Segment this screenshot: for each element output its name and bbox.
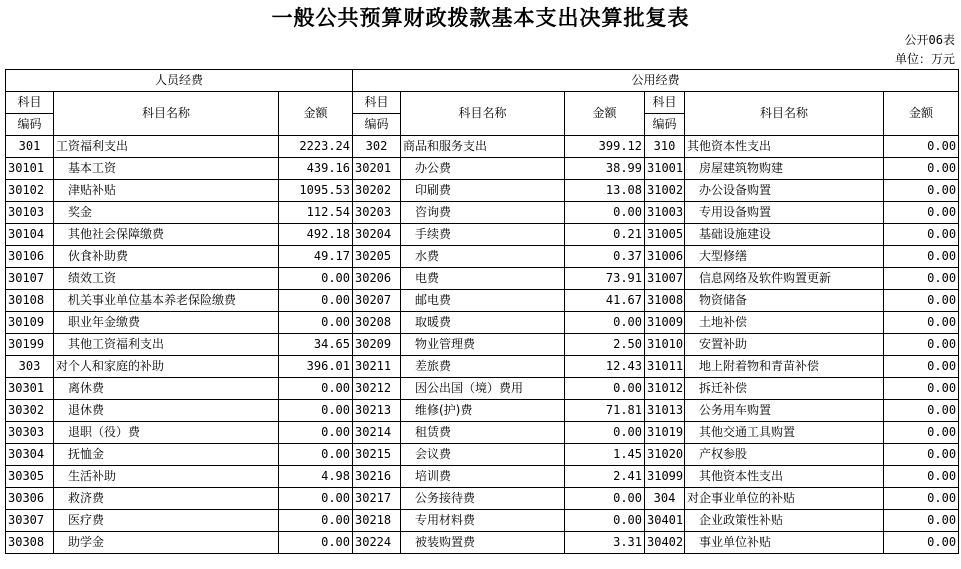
subject-name-cell: 助学金 bbox=[54, 532, 279, 554]
subject-code-cell: 30209 bbox=[353, 334, 401, 356]
amount-cell: 0.00 bbox=[565, 202, 645, 224]
amount-cell: 399.12 bbox=[565, 136, 645, 158]
subject-code-cell: 30205 bbox=[353, 246, 401, 268]
subject-code-cell: 30211 bbox=[353, 356, 401, 378]
subject-name-cell: 物资储备 bbox=[685, 290, 884, 312]
subject-code-cell: 303 bbox=[6, 356, 54, 378]
table-row bbox=[6, 202, 959, 224]
subject-name-cell: 机关事业单位基本养老保险缴费 bbox=[54, 290, 279, 312]
table-row bbox=[6, 246, 959, 268]
subject-name-cell: 手续费 bbox=[401, 224, 565, 246]
subject-name-cell: 大型修缮 bbox=[685, 246, 884, 268]
subject-name-cell: 办公费 bbox=[401, 158, 565, 180]
subject-code-cell: 310 bbox=[645, 136, 685, 158]
amount-cell: 0.37 bbox=[565, 246, 645, 268]
subject-name-cell: 生活补助 bbox=[54, 466, 279, 488]
amount-cell: 0.00 bbox=[279, 422, 353, 444]
amount-cell: 439.16 bbox=[279, 158, 353, 180]
subject-name-cell: 差旅费 bbox=[401, 356, 565, 378]
subject-name-cell: 被装购置费 bbox=[401, 532, 565, 554]
subject-name-cell: 退职（役）费 bbox=[54, 422, 279, 444]
code-header-bottom: 编码 bbox=[645, 114, 685, 136]
amount-cell: 492.18 bbox=[279, 224, 353, 246]
subject-code-cell: 30199 bbox=[6, 334, 54, 356]
subject-code-cell: 31003 bbox=[645, 202, 685, 224]
subject-name-cell: 电费 bbox=[401, 268, 565, 290]
amount-cell: 0.00 bbox=[884, 224, 959, 246]
subject-name-cell: 公务用车购置 bbox=[685, 400, 884, 422]
table-row bbox=[6, 400, 959, 422]
table-row bbox=[6, 466, 959, 488]
subject-code-cell: 31005 bbox=[645, 224, 685, 246]
subject-code-cell: 31020 bbox=[645, 444, 685, 466]
amount-cell: 0.00 bbox=[279, 312, 353, 334]
table-row bbox=[6, 488, 959, 510]
subject-code-cell: 31007 bbox=[645, 268, 685, 290]
subject-code-cell: 30103 bbox=[6, 202, 54, 224]
subject-name-cell: 抚恤金 bbox=[54, 444, 279, 466]
table-row bbox=[6, 334, 959, 356]
subject-code-cell: 30224 bbox=[353, 532, 401, 554]
amount-cell: 0.00 bbox=[279, 290, 353, 312]
subject-name-cell: 咨询费 bbox=[401, 202, 565, 224]
table-row bbox=[6, 136, 959, 158]
subject-code-cell: 30215 bbox=[353, 444, 401, 466]
subject-code-cell: 30217 bbox=[353, 488, 401, 510]
subject-name-cell: 会议费 bbox=[401, 444, 565, 466]
subject-code-cell: 30102 bbox=[6, 180, 54, 202]
amount-cell: 41.67 bbox=[565, 290, 645, 312]
amount-header: 金额 bbox=[279, 92, 353, 136]
name-header: 科目名称 bbox=[54, 92, 279, 136]
subject-name-cell: 取暖费 bbox=[401, 312, 565, 334]
amount-cell: 12.43 bbox=[565, 356, 645, 378]
subject-code-cell: 31012 bbox=[645, 378, 685, 400]
amount-cell: 3.31 bbox=[565, 532, 645, 554]
amount-cell: 0.00 bbox=[884, 378, 959, 400]
column-header-row bbox=[6, 92, 959, 114]
amount-cell: 0.00 bbox=[279, 400, 353, 422]
subject-name-cell: 信息网络及软件购置更新 bbox=[685, 268, 884, 290]
subject-name-cell: 奖金 bbox=[54, 202, 279, 224]
amount-cell: 0.21 bbox=[565, 224, 645, 246]
amount-cell: 34.65 bbox=[279, 334, 353, 356]
subject-code-cell: 30301 bbox=[6, 378, 54, 400]
table-row bbox=[6, 510, 959, 532]
amount-cell: 0.00 bbox=[565, 378, 645, 400]
subject-code-cell: 30203 bbox=[353, 202, 401, 224]
subject-code-cell: 30108 bbox=[6, 290, 54, 312]
amount-cell: 0.00 bbox=[884, 312, 959, 334]
subject-code-cell: 304 bbox=[645, 488, 685, 510]
amount-header: 金额 bbox=[565, 92, 645, 136]
subject-code-cell: 30214 bbox=[353, 422, 401, 444]
amount-cell: 0.00 bbox=[565, 312, 645, 334]
amount-cell: 0.00 bbox=[884, 334, 959, 356]
amount-cell: 0.00 bbox=[884, 246, 959, 268]
amount-cell: 73.91 bbox=[565, 268, 645, 290]
subject-name-cell: 基本工资 bbox=[54, 158, 279, 180]
amount-cell: 0.00 bbox=[279, 268, 353, 290]
amount-cell: 0.00 bbox=[279, 378, 353, 400]
code-header: 科目 bbox=[353, 92, 401, 114]
subject-name-cell: 职业年金缴费 bbox=[54, 312, 279, 334]
subject-name-cell: 事业单位补贴 bbox=[685, 532, 884, 554]
subject-name-cell: 办公设备购置 bbox=[685, 180, 884, 202]
amount-cell: 0.00 bbox=[565, 510, 645, 532]
subject-name-cell: 企业政策性补贴 bbox=[685, 510, 884, 532]
subject-code-cell: 30207 bbox=[353, 290, 401, 312]
amount-cell: 0.00 bbox=[565, 422, 645, 444]
amount-cell: 0.00 bbox=[884, 158, 959, 180]
subject-name-cell: 房屋建筑物购建 bbox=[685, 158, 884, 180]
amount-cell: 0.00 bbox=[884, 290, 959, 312]
code-header-bottom: 编码 bbox=[353, 114, 401, 136]
subject-name-cell: 商品和服务支出 bbox=[401, 136, 565, 158]
subject-code-cell: 30201 bbox=[353, 158, 401, 180]
amount-cell: 0.00 bbox=[279, 510, 353, 532]
table-row bbox=[6, 290, 959, 312]
amount-cell: 396.01 bbox=[279, 356, 353, 378]
subject-name-cell: 其他社会保障缴费 bbox=[54, 224, 279, 246]
table-row bbox=[6, 312, 959, 334]
subject-name-cell: 基础设施建设 bbox=[685, 224, 884, 246]
subject-code-cell: 30305 bbox=[6, 466, 54, 488]
table-row bbox=[6, 268, 959, 290]
amount-cell: 0.00 bbox=[279, 444, 353, 466]
subject-name-cell: 因公出国（境）费用 bbox=[401, 378, 565, 400]
amount-cell: 0.00 bbox=[884, 202, 959, 224]
table-row bbox=[6, 444, 959, 466]
amount-cell: 0.00 bbox=[279, 488, 353, 510]
subject-name-cell: 医疗费 bbox=[54, 510, 279, 532]
table-body bbox=[6, 70, 959, 554]
group-header-public: 公用经费 bbox=[353, 70, 959, 92]
subject-name-cell: 其他交通工具购置 bbox=[685, 422, 884, 444]
amount-cell: 0.00 bbox=[884, 180, 959, 202]
subject-code-cell: 30216 bbox=[353, 466, 401, 488]
amount-cell: 4.98 bbox=[279, 466, 353, 488]
subject-code-cell: 30303 bbox=[6, 422, 54, 444]
subject-code-cell: 31010 bbox=[645, 334, 685, 356]
amount-cell: 1.45 bbox=[565, 444, 645, 466]
page-title: 一般公共预算财政拨款基本支出决算批复表 bbox=[271, 5, 690, 30]
subject-name-cell: 其他资本性支出 bbox=[685, 466, 884, 488]
table-row bbox=[6, 180, 959, 202]
subject-code-cell: 30104 bbox=[6, 224, 54, 246]
subject-name-cell: 拆迁补偿 bbox=[685, 378, 884, 400]
subject-name-cell: 印刷费 bbox=[401, 180, 565, 202]
subject-code-cell: 31011 bbox=[645, 356, 685, 378]
amount-cell: 0.00 bbox=[884, 466, 959, 488]
subject-name-cell: 邮电费 bbox=[401, 290, 565, 312]
subject-code-cell: 31013 bbox=[645, 400, 685, 422]
subject-code-cell: 30107 bbox=[6, 268, 54, 290]
subject-code-cell: 30304 bbox=[6, 444, 54, 466]
table-row bbox=[6, 532, 959, 554]
amount-cell: 112.54 bbox=[279, 202, 353, 224]
table-code-label: 公开06表 bbox=[904, 33, 955, 47]
amount-cell: 0.00 bbox=[884, 422, 959, 444]
table-row bbox=[6, 224, 959, 246]
amount-cell: 13.08 bbox=[565, 180, 645, 202]
subject-name-cell: 对企事业单位的补贴 bbox=[685, 488, 884, 510]
subject-name-cell: 维修(护)费 bbox=[401, 400, 565, 422]
amount-cell: 0.00 bbox=[884, 400, 959, 422]
subject-code-cell: 31008 bbox=[645, 290, 685, 312]
subject-code-cell: 30101 bbox=[6, 158, 54, 180]
subject-code-cell: 30213 bbox=[353, 400, 401, 422]
subject-name-cell: 其他资本性支出 bbox=[685, 136, 884, 158]
amount-cell: 1095.53 bbox=[279, 180, 353, 202]
subject-code-cell: 30218 bbox=[353, 510, 401, 532]
subject-name-cell: 救济费 bbox=[54, 488, 279, 510]
subject-name-cell: 专用材料费 bbox=[401, 510, 565, 532]
amount-header: 金额 bbox=[884, 92, 959, 136]
amount-cell: 0.00 bbox=[884, 510, 959, 532]
subject-name-cell: 其他工资福利支出 bbox=[54, 334, 279, 356]
group-header-personnel: 人员经费 bbox=[6, 70, 353, 92]
amount-cell: 0.00 bbox=[884, 136, 959, 158]
subject-code-cell: 30307 bbox=[6, 510, 54, 532]
subject-code-cell: 30204 bbox=[353, 224, 401, 246]
amount-cell: 0.00 bbox=[279, 532, 353, 554]
subject-code-cell: 31099 bbox=[645, 466, 685, 488]
code-header: 科目 bbox=[645, 92, 685, 114]
subject-code-cell: 30109 bbox=[6, 312, 54, 334]
unit-label: 单位：万元 bbox=[894, 52, 955, 66]
amount-cell: 0.00 bbox=[884, 268, 959, 290]
amount-cell: 2223.24 bbox=[279, 136, 353, 158]
amount-cell: 0.00 bbox=[884, 444, 959, 466]
subject-name-cell: 租赁费 bbox=[401, 422, 565, 444]
amount-cell: 0.00 bbox=[884, 356, 959, 378]
subject-code-cell: 31006 bbox=[645, 246, 685, 268]
amount-cell: 38.99 bbox=[565, 158, 645, 180]
amount-cell: 0.00 bbox=[884, 532, 959, 554]
subject-name-cell: 伙食补助费 bbox=[54, 246, 279, 268]
subject-name-cell: 工资福利支出 bbox=[54, 136, 279, 158]
subject-name-cell: 产权参股 bbox=[685, 444, 884, 466]
subject-name-cell: 离休费 bbox=[54, 378, 279, 400]
table-row bbox=[6, 378, 959, 400]
subject-code-cell: 31019 bbox=[645, 422, 685, 444]
subject-name-cell: 地上附着物和青苗补偿 bbox=[685, 356, 884, 378]
subject-code-cell: 30202 bbox=[353, 180, 401, 202]
expenditure-table bbox=[5, 69, 959, 554]
amount-cell: 71.81 bbox=[565, 400, 645, 422]
subject-code-cell: 30208 bbox=[353, 312, 401, 334]
name-header: 科目名称 bbox=[401, 92, 565, 136]
subject-code-cell: 30401 bbox=[645, 510, 685, 532]
subject-name-cell: 津贴补贴 bbox=[54, 180, 279, 202]
subject-name-cell: 安置补助 bbox=[685, 334, 884, 356]
amount-cell: 0.00 bbox=[884, 488, 959, 510]
subject-name-cell: 绩效工资 bbox=[54, 268, 279, 290]
subject-code-cell: 30402 bbox=[645, 532, 685, 554]
subject-name-cell: 退休费 bbox=[54, 400, 279, 422]
amount-cell: 2.41 bbox=[565, 466, 645, 488]
subject-code-cell: 30206 bbox=[353, 268, 401, 290]
amount-cell: 0.00 bbox=[565, 488, 645, 510]
amount-cell: 49.17 bbox=[279, 246, 353, 268]
code-header: 科目 bbox=[6, 92, 54, 114]
subject-name-cell: 专用设备购置 bbox=[685, 202, 884, 224]
group-header-row bbox=[6, 70, 959, 92]
subject-code-cell: 30302 bbox=[6, 400, 54, 422]
subject-code-cell: 30106 bbox=[6, 246, 54, 268]
subject-name-cell: 土地补偿 bbox=[685, 312, 884, 334]
table-row bbox=[6, 422, 959, 444]
subject-code-cell: 301 bbox=[6, 136, 54, 158]
subject-name-cell: 物业管理费 bbox=[401, 334, 565, 356]
subject-code-cell: 30306 bbox=[6, 488, 54, 510]
amount-cell: 2.50 bbox=[565, 334, 645, 356]
subject-name-cell: 对个人和家庭的补助 bbox=[54, 356, 279, 378]
subject-code-cell: 30308 bbox=[6, 532, 54, 554]
subject-code-cell: 31002 bbox=[645, 180, 685, 202]
subject-code-cell: 302 bbox=[353, 136, 401, 158]
subject-name-cell: 水费 bbox=[401, 246, 565, 268]
subject-code-cell: 31009 bbox=[645, 312, 685, 334]
subject-code-cell: 31001 bbox=[645, 158, 685, 180]
subject-name-cell: 培训费 bbox=[401, 466, 565, 488]
table-row bbox=[6, 356, 959, 378]
code-header-bottom: 编码 bbox=[6, 114, 54, 136]
name-header: 科目名称 bbox=[685, 92, 884, 136]
table-row bbox=[6, 158, 959, 180]
subject-name-cell: 公务接待费 bbox=[401, 488, 565, 510]
subject-code-cell: 30212 bbox=[353, 378, 401, 400]
